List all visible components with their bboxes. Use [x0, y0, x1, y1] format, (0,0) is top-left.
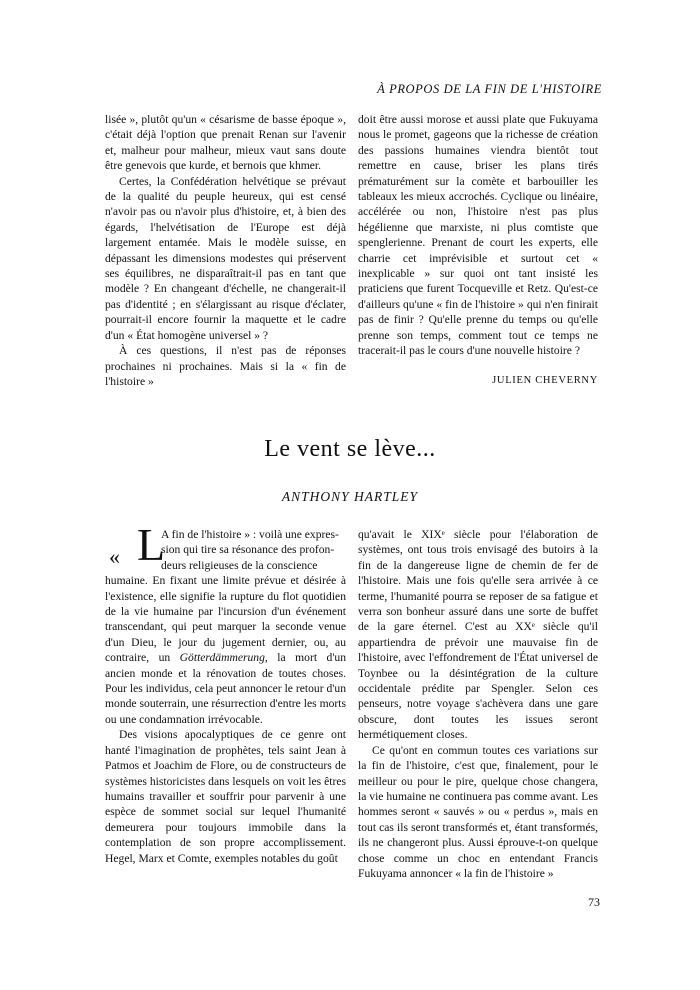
paragraph: doit être aussi morose et aussi plate que Fukuyama nous le promet, gageons que la richesse de création des passions humaines viendra bientôt tout remettre en cause, briser les plans tirés prématurément sur la comète et barbouiller les tableaux les mieux accrochés. Cyclique ou linéaire, accélérée ou non, l'histoire n'est pas plus hégélienne que marxiste, ni plus comtiste que spenglerienne. Prenant de court les experts, elle charrie cet imprévisible et surtout cet « inexplicable » sur quoi ont tant insisté les praticiens que furent Tocqueville et Retz. Qu'est-ce d'ailleurs qu'une « fin de l'histoire » qui n'en finirait pas de finir ? Qu'elle prenne du temps ou qu'elle prenne son temps, comment tout ce temps ne tracerait-il pas le cours d'une nouvelle histoire ?	[358, 113, 598, 358]
dropcap-line: deurs religieuses de la conscience	[161, 558, 318, 572]
paragraph-text: humaine. En fixant une limite prévue et désirée à l'existence, elle signifie la rupture du flot quotidien de la vie humaine par l'incursion d'un événement transcendant, qui peut marquer la seconde venue d'un Dieu, le jour du jugement dernier, ou, au contraire, un	[105, 574, 346, 665]
paragraph	[105, 573, 346, 727]
dropcap-line: A fin de l'histoire » : voilà une expres-	[161, 528, 339, 541]
opening-dropcap-block	[105, 519, 346, 573]
paragraph: Ce qu'ont en commun toutes ces variations sur la fin de l'histoire, c'est que, finalement, pour le meilleur ou pour le pire, quelque chose changera, la vie humaine ne continuera pas comme avant. Les hommes seront « sauvés » ou « perdus », mais en tout cas ils seront transformés et, étant transformés, ils ne changeront plus. Aussi éprouve-t-on quelque chose comme un choc en entendant Francis Fukuyama annoncer « la fin de l'histoire »	[358, 743, 598, 880]
paragraph-text: , la mort d'un ancien monde et la rénovation de toutes choses. Pour les individus, cela peut annoncer le retour d'un monde souterrain, une résurrection d'entre les morts ou une condamnation irrévocable.	[105, 651, 347, 726]
author-signature: JULIEN CHEVERNY	[492, 374, 598, 386]
paragraph: Certes, la Confédération helvétique se prévaut de la qualité du peuple heureux, qui est censé n'avoir pas ou n'avoir plus d'histoire, et, à bien des égards, l'helvétisation de l'Europe est déjà largement entamée. Mais le modèle suisse, en dépassant les dimensions modestes qui préservent ses équilibres, ne disparaîtrait-il pas en tant que modèle ? En changeant d'échelle, ne changerait-il pas d'identité ; en s'élargissant au risque d'éclater, pourrait-il encore fournir la maquette et le cadre d'un « État homogène universel » ?	[105, 174, 346, 342]
article-left-column	[105, 519, 347, 866]
article-title: Le vent se lève...	[264, 436, 436, 462]
article-right-column	[358, 527, 598, 881]
dropcap-quote: «	[109, 544, 120, 569]
paragraph: qu'avait le XIXᵉ siècle pour l'élaboration de systèmes, ont tous trois envisagé des butoirs à la fin de la dangereuse ligne de chemin de fer de l'histoire. Mais une fois qu'elle sera arrivée à ce terme, l'humanité pourra se reposer de sa fatigue et verra son bonheur assuré dans une sorte de buffet de la gare éternel. C'est au XXᵉ siècle qu'il appartiendra de prévoir une mauvaise fin de l'histoire, avec l'effondrement de l'État universel de Toynbee ou la désintégration de la culture occidentale prédite par Spengler. Selon ces penseurs, notre voyage s'achèvera dans une gare obscure, dont toutes les issues seront hermétiquement closes.	[358, 528, 598, 742]
paragraph: lisée », plutôt qu'un « césarisme de basse époque », c'était déjà l'option que prenait Renan sur l'avenir et, malheur pour malheur, mieux vaut sans doute être genevois que kurde, et bernois que khmer.	[105, 113, 346, 173]
running-head: À PROPOS DE LA FIN DE L'HISTOIRE	[377, 82, 602, 96]
page-number: 73	[588, 895, 600, 909]
dropcap-line: sion qui tire sa résonance des profon-	[161, 543, 335, 557]
previous-article-right-column	[358, 112, 598, 388]
italic-term: Götterdämmerung	[179, 651, 265, 665]
article-author: ANTHONY HARTLEY	[281, 489, 419, 504]
dropcap-letter: L	[137, 519, 166, 570]
paragraph: À ces questions, il n'est pas de réponses prochaines ni prochaines. Mais si la « fin de l'histoire »	[105, 344, 346, 388]
paragraph: Des visions apocalyptiques de ce genre ont hanté l'imagination de prophètes, tels saint Jean à Patmos et Joachim de Flore, ou de constructeurs de systèmes historicistes dans lesquels on voit les êtres humains travailler et souffrir pour parvenir à une espèce de sommet social sur lequel l'humanité demeurera pour toujours immobile dans la contemplation de son propre accomplissement. Hegel, Marx et Comte, exemples notables du goût	[105, 728, 346, 865]
previous-article-left-column	[105, 112, 346, 389]
